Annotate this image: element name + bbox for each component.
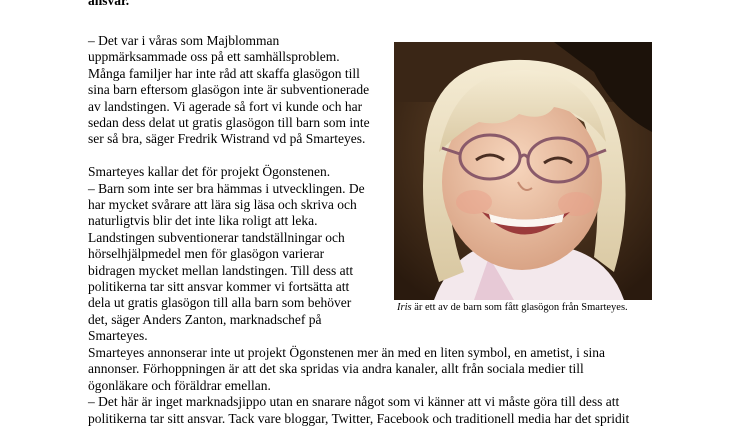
- text-line: av landstingen. Vi agerade så fort vi kunde och har: [88, 98, 363, 114]
- text-line: har mycket svårare att lära sig läsa och skriva och: [88, 197, 357, 213]
- text-line: Landstingen subventionerar tandställningar och: [88, 229, 345, 245]
- text-line: naturligtvis blir det inte lika roligt att leka.: [88, 213, 318, 229]
- text-line: – Barn som inte ser bra hämmas i utvecklingen. De: [88, 180, 365, 196]
- text-line: – Det var i våras som Majblomman: [88, 33, 280, 48]
- text-line: politikerna tar sitt ansvar. Tack vare bloggar, Twitter, Facebook och traditionell media har det spridit: [88, 410, 630, 426]
- text-line: ser så bra, säger Fredrik Wistrand vd på Smarteyes.: [88, 131, 366, 147]
- text-line: sedan dess delat ut gratis glasögon till barn som inte: [88, 115, 370, 131]
- text-line: det, säger Anders Zanton, marknadschef på: [88, 311, 322, 327]
- text-line: annonser. Förhoppningen är att det ska spridas via andra kanaler, allt från sociala medier till: [88, 361, 584, 377]
- text-line: Smarteyes.: [88, 328, 148, 344]
- full-width-paragraph: [88, 345, 728, 427]
- text-line: ögonläkare och föräldrar emellan.: [88, 377, 271, 393]
- text-line: hörselhjälpmedel men för glasögon varierar: [88, 246, 325, 262]
- caption-name: Iris: [397, 302, 412, 313]
- text-line: Många familjer har inte råd att skaffa glasögon till: [88, 65, 360, 81]
- text-line: – Det här är inget marknadsjippo utan en snarare något som vi känner att vi måste göra till dess att: [88, 394, 620, 410]
- child-photo: [394, 42, 652, 300]
- left-text-column: [88, 33, 388, 361]
- heading-fragment: ansvar.: [88, 0, 130, 8]
- text-line: sina barn eftersom glasögon inte är subventionerade: [88, 82, 370, 98]
- text-line: Smarteyes annonserar inte ut projekt Ögonstenen mer än med en liten symbol, en ametist, i sina: [88, 345, 605, 360]
- text-line: uppmärksammade oss på ett samhällsproblem.: [88, 49, 340, 65]
- girl-with-glasses-image: [394, 42, 652, 300]
- paragraph-1: [88, 33, 388, 148]
- text-line: politikerna tar sitt ansvar kommer vi fortsätta att: [88, 279, 350, 295]
- photo-caption: [397, 301, 697, 314]
- caption-text: är ett av de barn som fått glasögon från Smarteyes.: [411, 302, 628, 313]
- text-line: Smarteyes kallar det för projekt Ögonstenen.: [88, 164, 331, 180]
- paragraph-2: [88, 164, 388, 344]
- text-line: bidragen mycket mellan landstingen. Till dess att: [88, 262, 354, 278]
- text-line: dela ut gratis glasögon till alla barn som behöver: [88, 295, 352, 311]
